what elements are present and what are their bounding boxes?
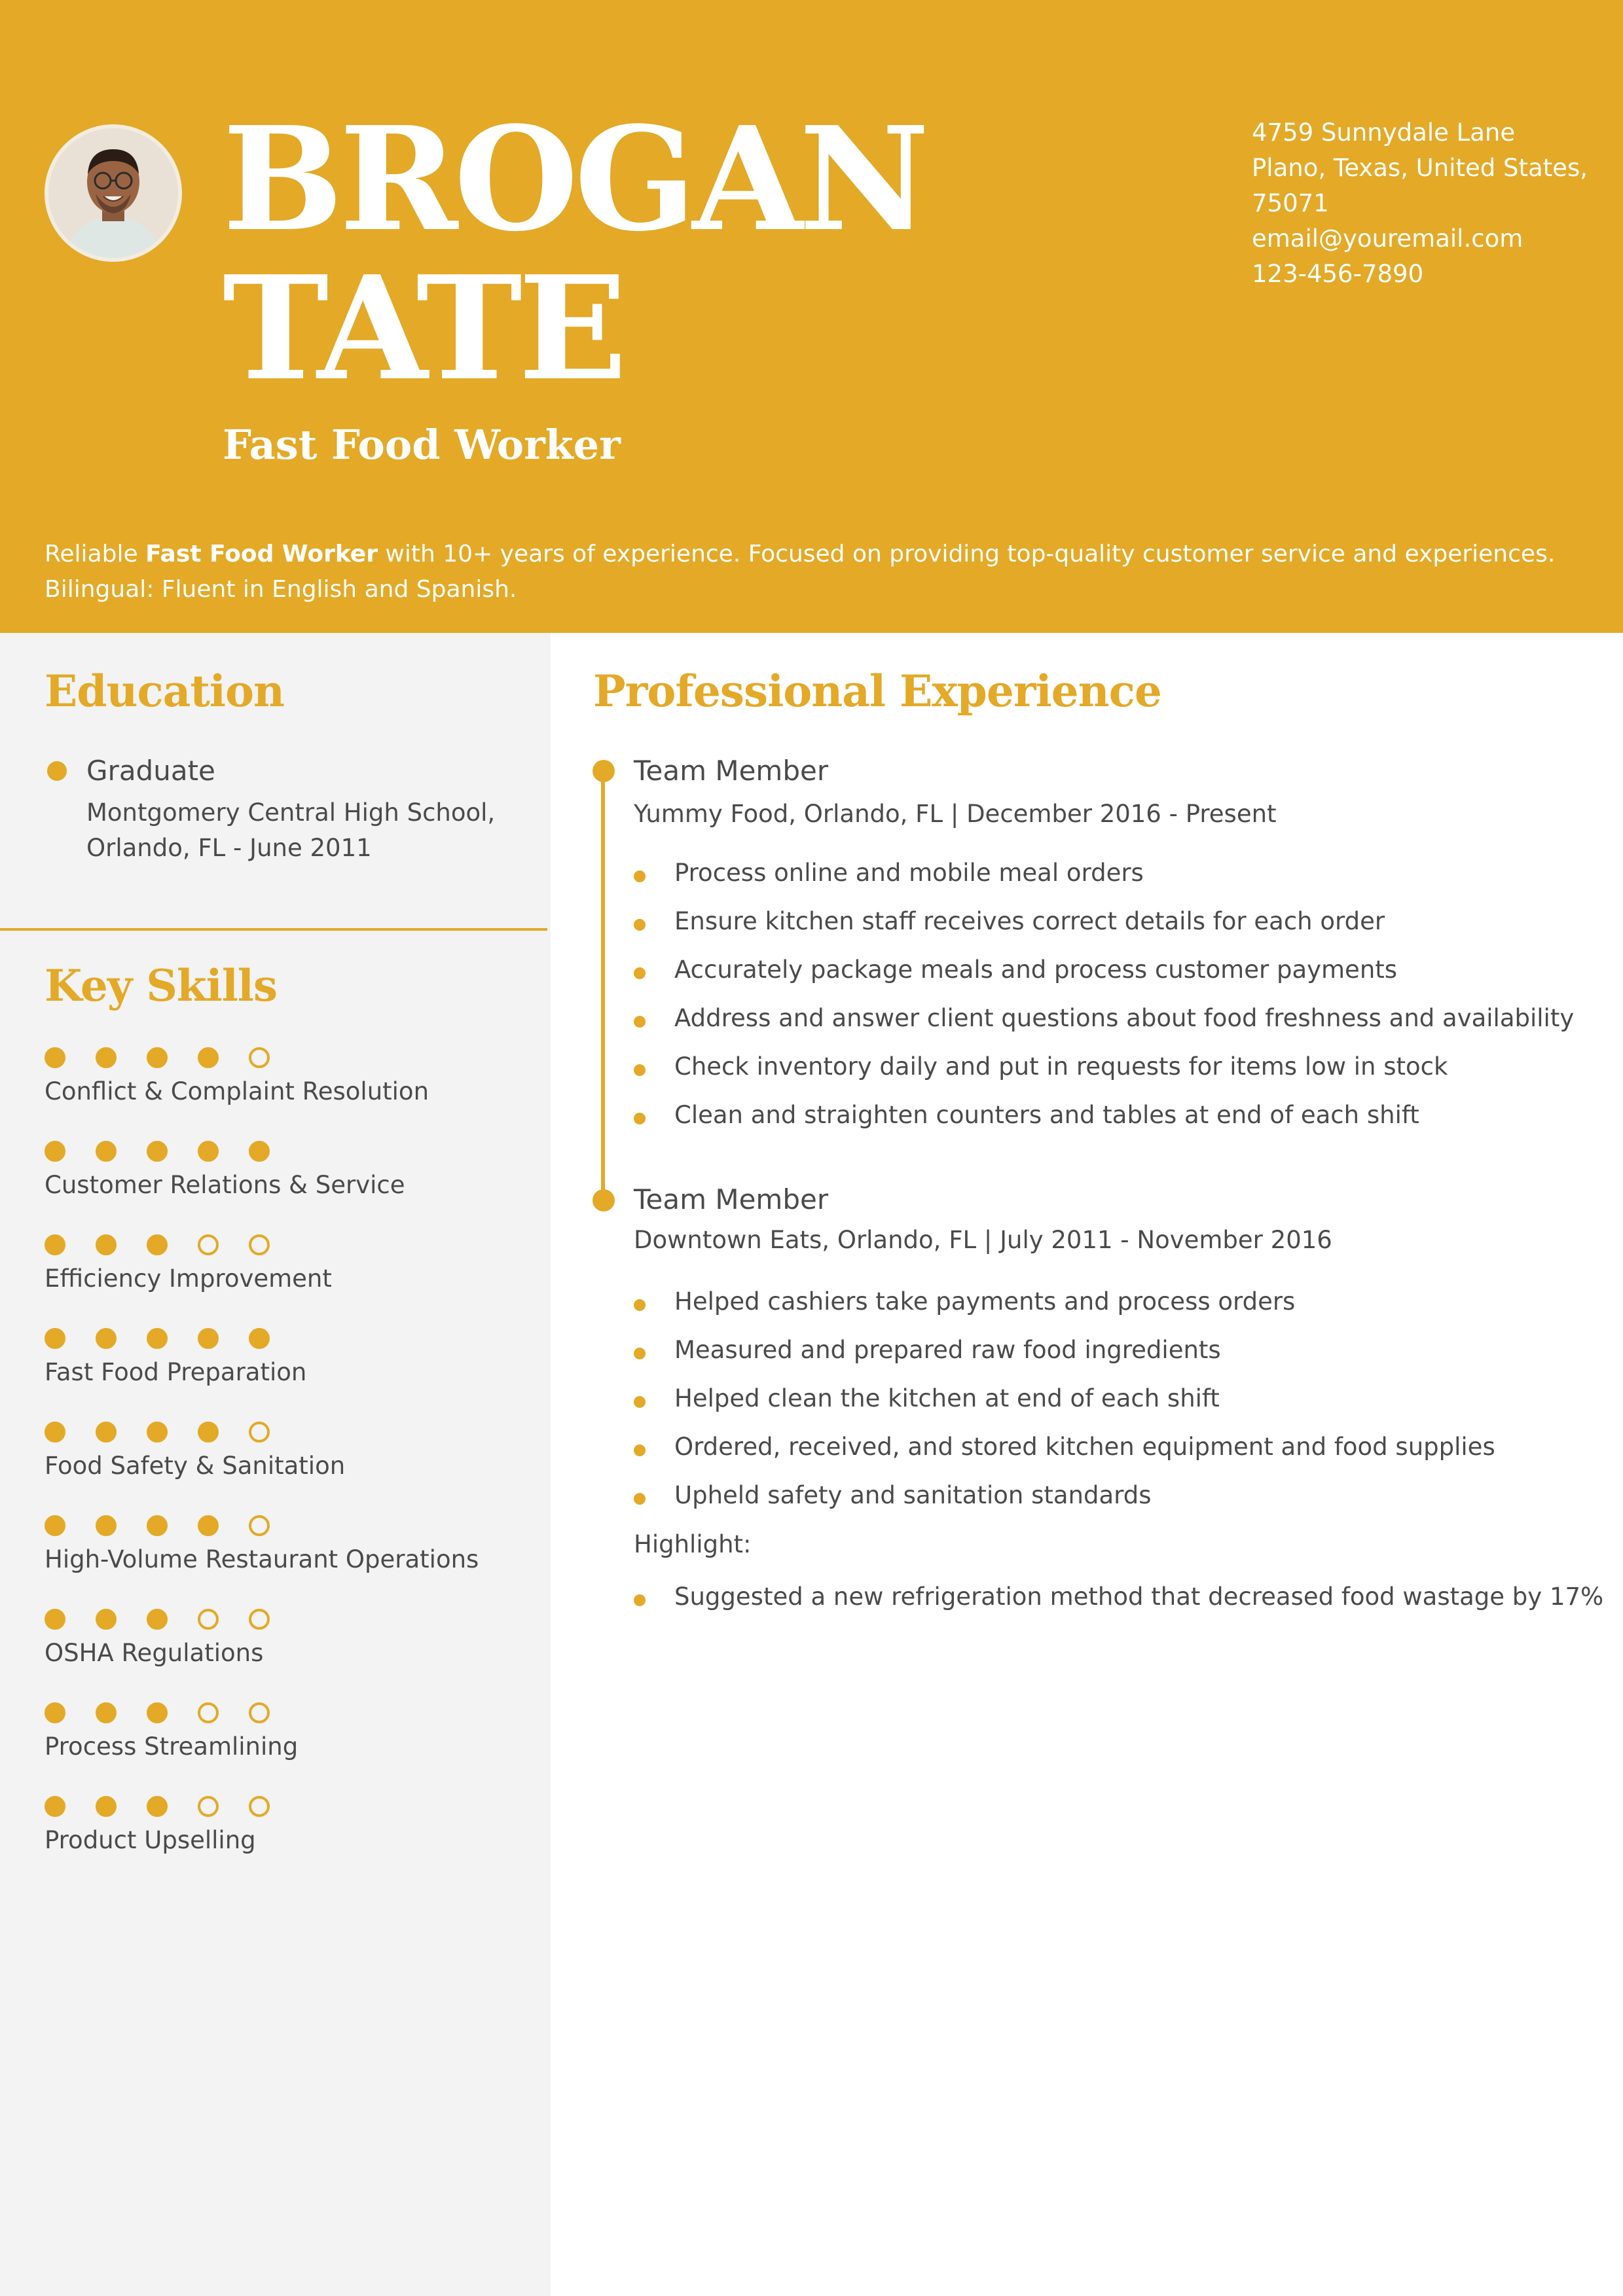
bullet-dot-icon xyxy=(634,870,646,882)
skill-item xyxy=(45,1234,542,1319)
skill-item xyxy=(45,1422,542,1507)
rating-dot-empty-icon xyxy=(249,1702,270,1723)
rating-dot-filled-icon xyxy=(147,1422,168,1443)
profile-photo xyxy=(45,124,182,262)
rating-dot-filled-icon xyxy=(147,1141,168,1162)
profile-photo-avatar-icon xyxy=(48,128,178,258)
candidate-name xyxy=(223,96,1205,412)
rating-dot-empty-icon xyxy=(249,1047,270,1068)
experience-heading: Professional Experience xyxy=(593,666,1161,717)
job-2-bullet-text: Upheld safety and sanitation standards xyxy=(674,1481,1152,1509)
education-school xyxy=(86,795,532,866)
skill-item xyxy=(45,1702,542,1787)
summary-suffix: with 10+ years of experience. Focused on providing top-quality customer service and experiences. Bilingual: Fluent in English and Spanish. xyxy=(45,541,1556,603)
contact-info xyxy=(1252,115,1592,292)
job-1-bullet-text: Check inventory daily and put in requests for items low in stock xyxy=(674,1052,1448,1081)
bullet-dot-icon xyxy=(634,919,646,931)
bullet-dot-icon xyxy=(634,1396,646,1408)
bullet-dot-icon xyxy=(634,1299,646,1311)
job-2-title: Team Member xyxy=(634,1183,829,1215)
skill-item xyxy=(45,1141,542,1226)
job-2-highlight-label: Highlight: xyxy=(634,1530,752,1558)
rating-dot-filled-icon xyxy=(96,1422,117,1443)
job-1-bullet-text: Clean and straighten counters and tables at end of each shift xyxy=(674,1101,1419,1129)
rating-dot-filled-icon xyxy=(45,1702,65,1723)
rating-dot-filled-icon xyxy=(198,1515,219,1536)
rating-dot-filled-icon xyxy=(147,1328,168,1349)
job-2-timeline-dot-icon xyxy=(593,1189,615,1211)
rating-dot-filled-icon xyxy=(96,1609,117,1630)
skills-heading: Key Skills xyxy=(45,960,277,1011)
job-1-bullet-text: Accurately package meals and process customer payments xyxy=(674,956,1398,984)
skill-item xyxy=(45,1328,542,1413)
sidebar-divider xyxy=(0,928,547,931)
job-2-bullet-item xyxy=(634,1374,1590,1423)
rating-dot-filled-icon xyxy=(249,1141,270,1162)
bullet-dot-icon xyxy=(634,1444,646,1456)
rating-dot-filled-icon xyxy=(198,1141,219,1162)
rating-dot-filled-icon xyxy=(147,1234,168,1255)
bullet-dot-icon xyxy=(634,1016,646,1028)
summary-bold: Fast Food Worker xyxy=(145,541,378,567)
job-2-bullets xyxy=(634,1278,1590,1520)
skill-item xyxy=(45,1047,542,1132)
rating-dot-filled-icon xyxy=(45,1047,65,1068)
rating-dot-filled-icon xyxy=(96,1047,117,1068)
job-1-bullet-item xyxy=(634,946,1590,994)
job-2-bullet-item xyxy=(634,1326,1590,1374)
rating-dot-filled-icon xyxy=(198,1328,219,1349)
bullet-dot-icon xyxy=(634,1064,646,1076)
rating-dot-empty-icon xyxy=(198,1796,219,1817)
rating-dot-filled-icon xyxy=(96,1515,117,1536)
rating-dot-filled-icon xyxy=(96,1234,117,1255)
job-2-bullet-text: Helped cashiers take payments and process orders xyxy=(674,1287,1296,1316)
job-2-highlight-text: Suggested a new refrigeration method that decreased food wastage by 17% xyxy=(674,1583,1604,1611)
rating-dot-filled-icon xyxy=(147,1609,168,1630)
rating-dot-filled-icon xyxy=(147,1796,168,1817)
resume-header xyxy=(0,0,1623,633)
skill-name: Food Safety & Sanitation xyxy=(45,1452,346,1480)
skill-name: Fast Food Preparation xyxy=(45,1358,307,1386)
skill-name: Product Upselling xyxy=(45,1826,256,1854)
skill-item xyxy=(45,1609,542,1694)
rating-dot-filled-icon xyxy=(96,1328,117,1349)
rating-dot-empty-icon xyxy=(249,1234,270,1255)
bullet-dot-icon xyxy=(634,1113,646,1124)
skill-name: OSHA Regulations xyxy=(45,1639,264,1667)
address-line-1: 4759 Sunnydale Lane xyxy=(1252,118,1516,147)
rating-dot-filled-icon xyxy=(198,1047,219,1068)
job-2-bullet-item xyxy=(634,1471,1590,1520)
skill-name: Conflict & Complaint Resolution xyxy=(45,1077,429,1105)
job-1-title: Team Member xyxy=(634,755,829,787)
rating-dot-filled-icon xyxy=(45,1141,65,1162)
job-1-bullets xyxy=(634,849,1590,1139)
job-1-bullet-item xyxy=(634,1043,1590,1091)
rating-dot-empty-icon xyxy=(198,1609,219,1630)
skill-name: Efficiency Improvement xyxy=(45,1265,332,1293)
rating-dot-filled-icon xyxy=(45,1515,65,1536)
job-2-bullet-item xyxy=(634,1423,1590,1471)
rating-dot-filled-icon xyxy=(147,1515,168,1536)
rating-dot-filled-icon xyxy=(45,1234,65,1255)
bullet-dot-icon xyxy=(634,1493,646,1505)
job-1-bullet-item xyxy=(634,849,1590,897)
education-school-line-1: Montgomery Central High School, xyxy=(86,798,496,827)
skill-name: Process Streamlining xyxy=(45,1732,299,1761)
job-2-meta: Downtown Eats, Orlando, FL | July 2011 - November 2016 xyxy=(634,1226,1332,1254)
address-zip: 75071 xyxy=(1252,189,1329,217)
rating-dot-filled-icon xyxy=(147,1702,168,1723)
bullet-dot-icon xyxy=(634,1594,646,1606)
rating-dot-filled-icon xyxy=(96,1702,117,1723)
address-line-2: Plano, Texas, United States, xyxy=(1252,154,1588,182)
rating-dot-filled-icon xyxy=(96,1141,117,1162)
job-1-bullet-text: Address and answer client questions about food freshness and availability xyxy=(674,1004,1575,1032)
education-degree: Graduate xyxy=(86,755,215,787)
rating-dot-empty-icon xyxy=(249,1422,270,1443)
job-title: Fast Food Worker xyxy=(223,421,621,469)
rating-dot-empty-icon xyxy=(198,1702,219,1723)
skill-name: Customer Relations & Service xyxy=(45,1171,405,1199)
rating-dot-filled-icon xyxy=(96,1796,117,1817)
skill-name: High-Volume Restaurant Operations xyxy=(45,1545,479,1573)
job-1-bullet-item xyxy=(634,897,1590,946)
rating-dot-filled-icon xyxy=(249,1328,270,1349)
rating-dot-empty-icon xyxy=(249,1609,270,1630)
job-2-highlight-item xyxy=(634,1573,1604,1621)
rating-dot-filled-icon xyxy=(45,1422,65,1443)
email[interactable]: email@youremail.com xyxy=(1252,224,1523,253)
experience-timeline xyxy=(601,772,605,1191)
education-heading: Education xyxy=(45,666,284,717)
professional-summary xyxy=(45,537,1583,607)
rating-dot-filled-icon xyxy=(45,1328,65,1349)
job-2-highlights xyxy=(634,1573,1604,1621)
job-2-bullet-text: Ordered, received, and stored kitchen equipment and food supplies xyxy=(674,1433,1495,1461)
job-2-bullet-text: Measured and prepared raw food ingredients xyxy=(674,1336,1221,1364)
phone[interactable]: 123-456-7890 xyxy=(1252,260,1424,288)
summary-prefix: Reliable xyxy=(45,541,146,567)
rating-dot-filled-icon xyxy=(147,1047,168,1068)
skill-item xyxy=(45,1515,542,1600)
job-2-bullet-item xyxy=(634,1278,1590,1326)
name-first: BROGAN xyxy=(223,96,926,263)
rating-dot-empty-icon xyxy=(198,1234,219,1255)
bullet-dot-icon xyxy=(634,967,646,979)
rating-dot-filled-icon xyxy=(45,1609,65,1630)
job-2-bullet-text: Helped clean the kitchen at end of each shift xyxy=(674,1384,1220,1412)
job-1-bullet-item xyxy=(634,1091,1590,1139)
rating-dot-filled-icon xyxy=(198,1422,219,1443)
job-1-bullet-item xyxy=(634,994,1590,1043)
education-bullet-icon xyxy=(47,761,67,781)
rating-dot-empty-icon xyxy=(249,1796,270,1817)
job-1-bullet-text: Ensure kitchen staff receives correct details for each order xyxy=(674,907,1385,935)
job-1-bullet-text: Process online and mobile meal orders xyxy=(674,859,1144,887)
bullet-dot-icon xyxy=(634,1348,646,1359)
job-1-timeline-dot-icon xyxy=(593,760,615,782)
name-last: TATE xyxy=(223,245,623,412)
job-1-meta: Yummy Food, Orlando, FL | December 2016 - Present xyxy=(634,800,1277,828)
rating-dot-filled-icon xyxy=(45,1796,65,1817)
education-school-line-2: Orlando, FL - June 2011 xyxy=(86,834,372,862)
skill-item xyxy=(45,1796,542,1881)
rating-dot-empty-icon xyxy=(249,1515,270,1536)
